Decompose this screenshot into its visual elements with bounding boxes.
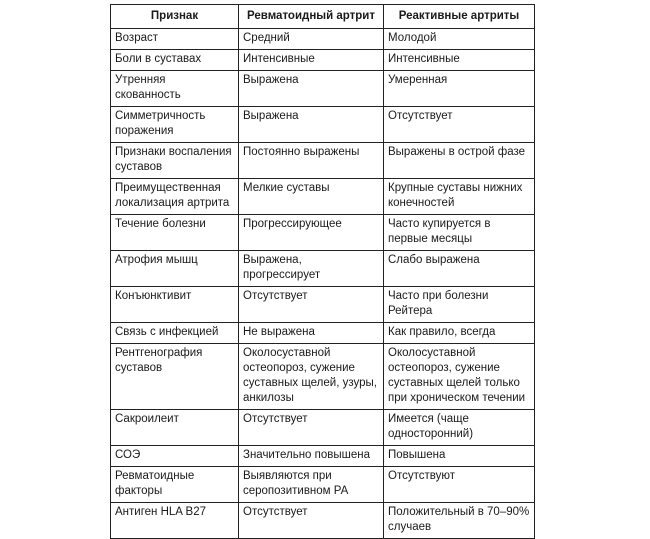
comparison-table-container	[110, 4, 535, 539]
table-row	[111, 71, 535, 107]
rheumatoid-cell: Интенсивные	[239, 50, 384, 71]
table-body	[111, 29, 535, 539]
rheumatoid-cell: Постоянно выражены	[239, 143, 384, 179]
table-row	[111, 107, 535, 143]
rheumatoid-cell: Прогрессирующее	[239, 215, 384, 251]
reactive-cell: Молодой	[384, 29, 535, 50]
table-row	[111, 143, 535, 179]
table-row	[111, 344, 535, 410]
feature-cell: Признаки воспаления суставов	[111, 143, 239, 179]
rheumatoid-cell: Выражена, прогрессирует	[239, 251, 384, 287]
rheumatoid-cell: Выявляются при серопозитивном РА	[239, 467, 384, 503]
header-feature: Признак	[111, 5, 239, 29]
table-row	[111, 446, 535, 467]
table-row	[111, 251, 535, 287]
feature-cell: Связь с инфекцией	[111, 323, 239, 344]
table-row	[111, 323, 535, 344]
feature-cell: Антиген HLA B27	[111, 503, 239, 539]
comparison-table	[110, 4, 535, 539]
reactive-cell: Часто купируется в первые месяцы	[384, 215, 535, 251]
table-header	[111, 5, 535, 29]
table-row	[111, 467, 535, 503]
reactive-cell: Умеренная	[384, 71, 535, 107]
reactive-cell: Отсутствует	[384, 107, 535, 143]
reactive-cell: Крупные суставы нижних конечностей	[384, 179, 535, 215]
feature-cell: Атрофия мышц	[111, 251, 239, 287]
reactive-cell: Положительный в 70–90% случаев	[384, 503, 535, 539]
rheumatoid-cell: Средний	[239, 29, 384, 50]
feature-cell: Симметричность поражения	[111, 107, 239, 143]
rheumatoid-cell: Выражена	[239, 107, 384, 143]
reactive-cell: Слабо выражена	[384, 251, 535, 287]
table-row	[111, 410, 535, 446]
table-row	[111, 287, 535, 323]
table-row	[111, 29, 535, 50]
rheumatoid-cell: Выражена	[239, 71, 384, 107]
reactive-cell: Повышена	[384, 446, 535, 467]
reactive-cell: Отсутствуют	[384, 467, 535, 503]
feature-cell: Возраст	[111, 29, 239, 50]
rheumatoid-cell: Мелкие суставы	[239, 179, 384, 215]
feature-cell: Сакроилеит	[111, 410, 239, 446]
reactive-cell: Имеется (чаще односторонний)	[384, 410, 535, 446]
reactive-cell: Интенсивные	[384, 50, 535, 71]
feature-cell: Утренняя скованность	[111, 71, 239, 107]
rheumatoid-cell: Отсутствует	[239, 503, 384, 539]
reactive-cell: Околосуставной остеопороз, сужение суставных щелей только при хроническом течении	[384, 344, 535, 410]
table-row	[111, 50, 535, 71]
feature-cell: Конъюнктивит	[111, 287, 239, 323]
table-row	[111, 503, 535, 539]
header-rheumatoid-arthritis: Ревматоидный артрит	[239, 5, 384, 29]
header-row	[111, 5, 535, 29]
rheumatoid-cell: Отсутствует	[239, 410, 384, 446]
feature-cell: Течение болезни	[111, 215, 239, 251]
table-row	[111, 215, 535, 251]
rheumatoid-cell: Не выражена	[239, 323, 384, 344]
rheumatoid-cell: Значительно повышена	[239, 446, 384, 467]
header-reactive-arthritis: Реактивные артриты	[384, 5, 535, 29]
table-row	[111, 179, 535, 215]
rheumatoid-cell: Отсутствует	[239, 287, 384, 323]
feature-cell: Рентгенография суставов	[111, 344, 239, 410]
feature-cell: Боли в суставах	[111, 50, 239, 71]
rheumatoid-cell: Околосуставной остеопороз, сужение суставных щелей, узуры, анкилозы	[239, 344, 384, 410]
feature-cell: СОЭ	[111, 446, 239, 467]
reactive-cell: Выражены в острой фазе	[384, 143, 535, 179]
reactive-cell: Часто при болезни Рейтера	[384, 287, 535, 323]
feature-cell: Ревматоидные факторы	[111, 467, 239, 503]
feature-cell: Преимущественная локализация артрита	[111, 179, 239, 215]
reactive-cell: Как правило, всегда	[384, 323, 535, 344]
